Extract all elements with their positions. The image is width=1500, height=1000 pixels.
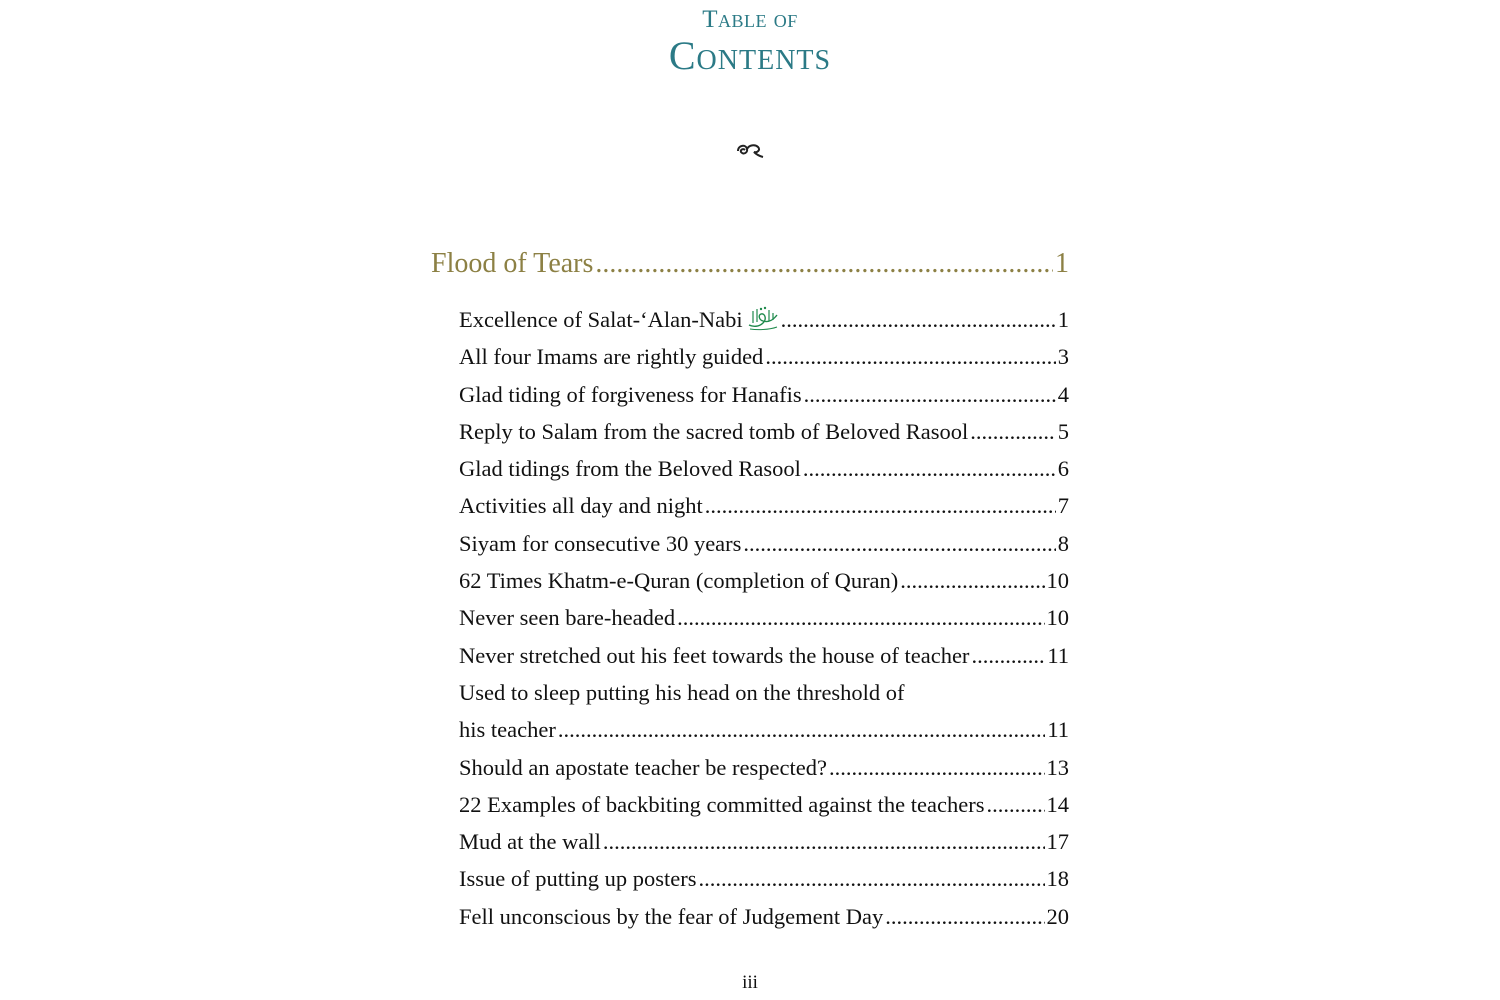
toc-entry[interactable]	[459, 599, 1069, 636]
dot-leader	[595, 242, 1053, 286]
dot-leader	[698, 860, 1044, 897]
dot-leader	[781, 301, 1056, 338]
toc-entry-title: Issue of putting up posters	[459, 866, 697, 892]
toc-entry[interactable]	[459, 487, 1069, 524]
toc-entry-title: Glad tidings from the Beloved Rasool	[459, 456, 801, 482]
toc-entry[interactable]	[459, 525, 1069, 562]
dot-leader	[677, 599, 1044, 636]
dot-leader	[971, 637, 1045, 674]
toc-entry[interactable]	[459, 450, 1069, 487]
toc-entry-title: Never seen bare-headed	[459, 605, 676, 631]
toc-entry-page: 11	[1047, 717, 1069, 743]
toc-entry-title: Fell unconscious by the fear of Judgement Day	[459, 903, 884, 929]
toc-entry-page: 17	[1046, 829, 1069, 855]
toc-entry-page: 11	[1047, 642, 1069, 668]
toc-entry-title: 22 Examples of backbiting committed against the teachers	[459, 791, 985, 817]
toc-entry-title: Never stretched out his feet towards the house of teacher	[459, 642, 970, 668]
toc-entry[interactable]	[459, 376, 1069, 413]
toc-entry-title	[459, 301, 779, 338]
toc-entry-title: Glad tiding of forgiveness for Hanafis	[459, 381, 802, 407]
dot-leader	[986, 786, 1044, 823]
toc-entry[interactable]	[459, 860, 1069, 897]
chapter-title: Flood of Tears	[431, 248, 594, 279]
toc-entry-title: Should an apostate teacher be respected?	[459, 754, 827, 780]
toc-entry-page: 5	[1057, 418, 1069, 444]
toc-entry-page: 10	[1046, 568, 1069, 594]
page-number: iii	[742, 972, 758, 993]
toc-entry-title: Siyam for consecutive 30 years	[459, 530, 742, 556]
toc-entry-page: 6	[1057, 456, 1069, 482]
toc-entry-title: his teacher	[459, 717, 556, 743]
dot-leader	[970, 413, 1055, 450]
dot-leader	[705, 487, 1056, 524]
toc-entry[interactable]	[459, 898, 1069, 935]
toc-entry[interactable]	[459, 562, 1069, 599]
salawat-calligraphy-icon	[747, 305, 779, 331]
page-title	[0, 4, 1500, 76]
toc-entry-title: Activities all day and night	[459, 493, 703, 519]
toc-entry[interactable]	[459, 338, 1069, 375]
dot-leader	[765, 338, 1055, 375]
toc-entry[interactable]	[459, 749, 1069, 786]
dot-leader	[829, 749, 1045, 786]
toc-entry-page: 10	[1046, 605, 1069, 631]
toc-entry[interactable]	[459, 301, 1069, 338]
toc-entry-page: 8	[1057, 530, 1069, 556]
toc-entry-title: All four Imams are rightly guided	[459, 344, 764, 370]
toc-entry-page: 14	[1046, 791, 1069, 817]
dot-leader	[900, 562, 1044, 599]
toc-entry-page: 20	[1046, 903, 1069, 929]
toc-entry[interactable]	[459, 823, 1069, 860]
toc-entry[interactable]	[459, 413, 1069, 450]
page-title-line2: Contents	[668, 33, 832, 78]
chapter-entry[interactable]	[431, 242, 1069, 286]
toc-entry[interactable]	[459, 637, 1069, 674]
dot-leader	[603, 823, 1045, 860]
toc-entry[interactable]	[459, 711, 1069, 748]
toc-entry-page: 1	[1057, 307, 1069, 332]
toc-entry-list	[459, 301, 1069, 935]
toc-entry-page: 13	[1046, 754, 1069, 780]
dot-leader	[885, 898, 1044, 935]
dot-leader	[803, 450, 1056, 487]
dot-leader	[743, 525, 1055, 562]
toc-entry-title-text: Excellence of Salat-‘Alan-Nabi	[459, 307, 743, 332]
chapter-page-number: 1	[1055, 248, 1069, 279]
toc-entry-title-line1[interactable]: Used to sleep putting his head on the threshold of	[459, 679, 905, 705]
floral-ornament-icon	[735, 139, 765, 161]
toc-entry-title: Reply to Salam from the sacred tomb of Beloved Rasool	[459, 418, 969, 444]
dot-leader	[804, 376, 1056, 413]
toc-entry-page: 7	[1057, 493, 1069, 519]
toc-entry-title: Mud at the wall	[459, 829, 601, 855]
dot-leader	[558, 711, 1046, 748]
table-of-contents	[431, 242, 1069, 935]
toc-entry-page: 3	[1057, 344, 1069, 370]
toc-entry-page: 18	[1046, 866, 1069, 892]
toc-entry-title: 62 Times Khatm-e-Quran (completion of Quran)	[459, 568, 899, 594]
page-title-line1: Table of	[702, 6, 798, 33]
toc-entry-page: 4	[1057, 381, 1069, 407]
toc-entry[interactable]	[459, 786, 1069, 823]
